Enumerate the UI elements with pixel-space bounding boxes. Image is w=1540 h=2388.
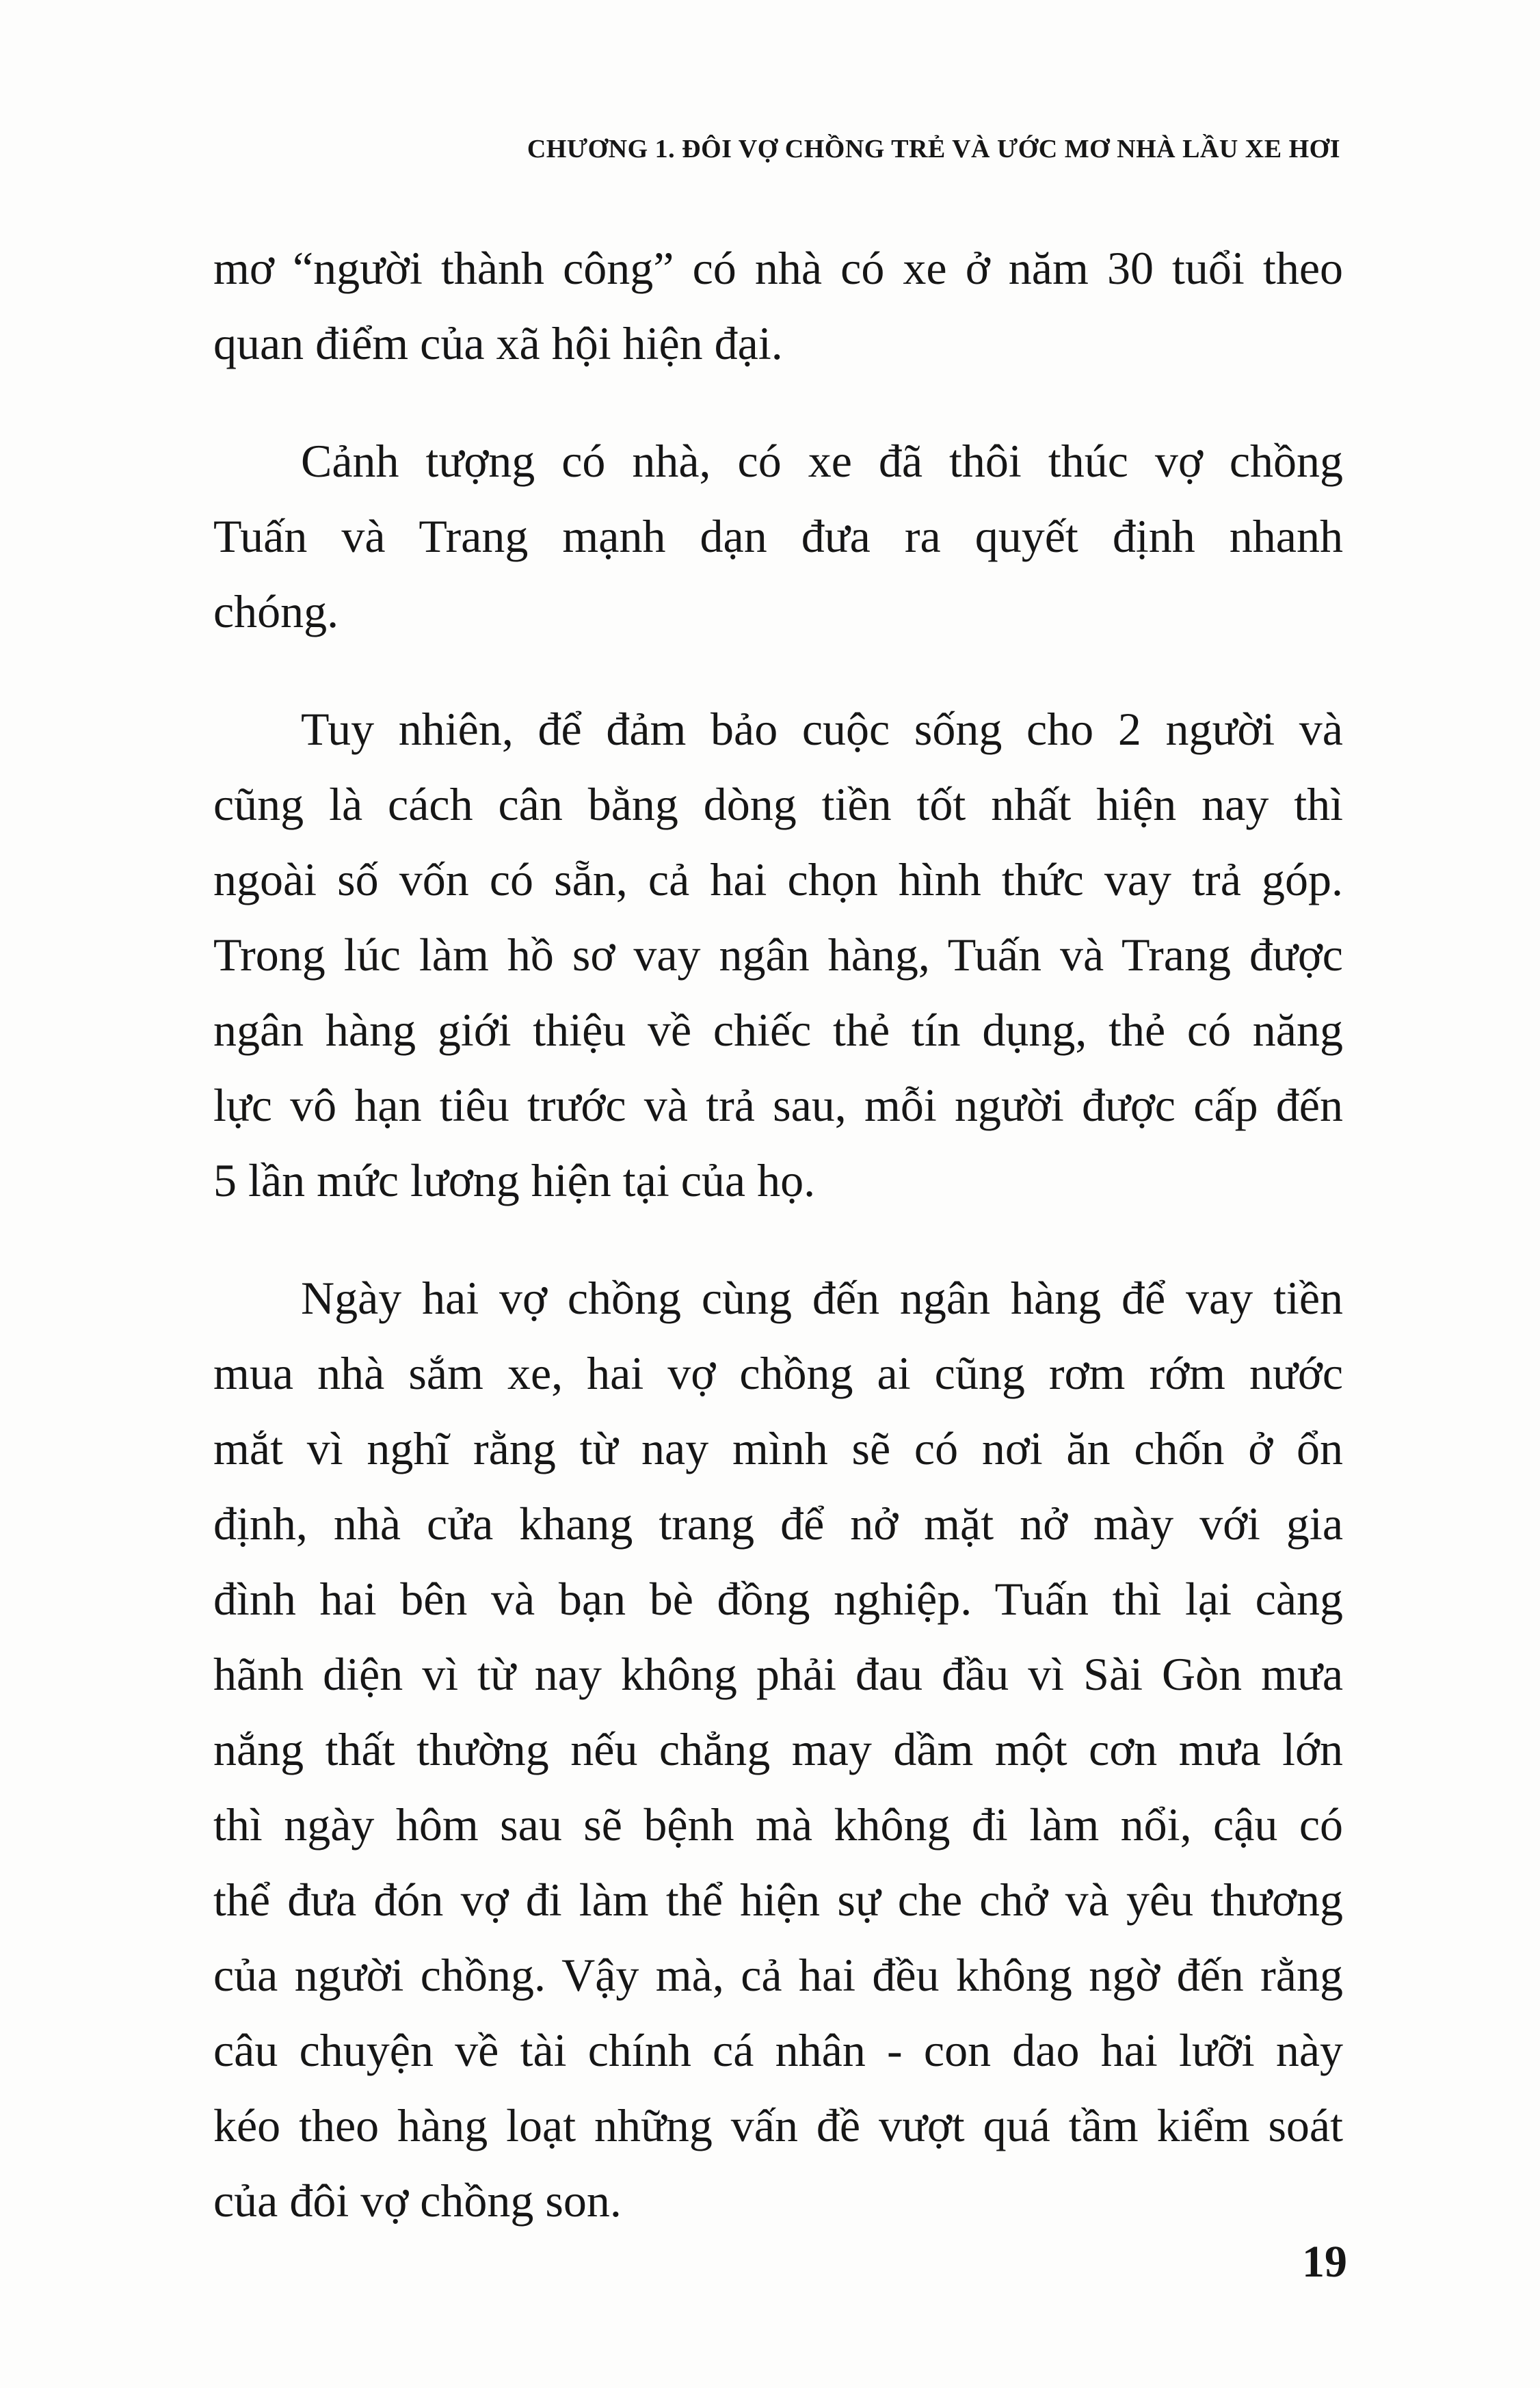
text-line: Tuy nhiên, để đảm bảo cuộc sống cho 2 người và: [301, 703, 1343, 755]
text-line: ngân hàng giới thiệu về chiếc thẻ tín dụng, thẻ có năng: [213, 1004, 1343, 1056]
text-line: của người chồng. Vậy mà, cả hai đều không ngờ đến rằng: [213, 1949, 1343, 2001]
text-line: thì ngày hôm sau sẽ bệnh mà không đi làm nổi, cậu có: [213, 1799, 1343, 1850]
text-line: kéo theo hàng loạt những vấn đề vượt quá tầm kiểm soát: [213, 2099, 1343, 2151]
text-line: Trong lúc làm hồ sơ vay ngân hàng, Tuấn và Trang được: [213, 929, 1343, 981]
text-line: hãnh diện vì từ nay không phải đau đầu vì Sài Gòn mưa: [213, 1648, 1343, 1700]
text-line: mơ “người thành công” có nhà có xe ở năm 30 tuổi theo: [213, 242, 1343, 294]
text-line: cũng là cách cân bằng dòng tiền tốt nhất hiện nay thì: [213, 778, 1343, 830]
text-line: mắt vì nghĩ rằng từ nay mình sẽ có nơi ăn chốn ở ổn: [213, 1422, 1343, 1474]
text-line: nắng thất thường nếu chẳng may dầm một cơn mưa lớn: [213, 1723, 1343, 1775]
text-line: câu chuyện về tài chính cá nhân - con dao hai lưỡi này: [213, 2024, 1343, 2076]
text-line: định, nhà cửa khang trang để nở mặt nở mày với gia: [213, 1498, 1343, 1550]
text-line: thể đưa đón vợ đi làm thể hiện sự che chở và yêu thương: [213, 1874, 1343, 1926]
text-line: Cảnh tượng có nhà, có xe đã thôi thúc vợ chồng: [301, 435, 1343, 487]
text-line: ngoài số vốn có sẵn, cả hai chọn hình thức vay trả góp.: [213, 853, 1343, 905]
text-line: đình hai bên và bạn bè đồng nghiệp. Tuấn thì lại càng: [213, 1573, 1343, 1625]
page-number: 19: [1302, 2237, 1347, 2287]
text-line: mua nhà sắm xe, hai vợ chồng ai cũng rơm rớm nước: [213, 1347, 1343, 1399]
paragraph: [213, 230, 1343, 381]
text-line: lực vô hạn tiêu trước và trả sau, mỗi người được cấp đến: [213, 1079, 1343, 1131]
text-line: 5 lần mức lương hiện tại của họ.: [213, 1154, 816, 1206]
text-line: quan điểm của xã hội hiện đại.: [213, 317, 783, 369]
paragraph: [213, 423, 1343, 649]
text-line: Ngày hai vợ chồng cùng đến ngân hàng để vay tiền: [301, 1272, 1343, 1324]
running-head: CHƯƠNG 1. ĐÔI VỢ CHỒNG TRẺ VÀ ƯỚC MƠ NHÀ LẦU XE HƠI: [527, 135, 1340, 163]
body-text: [213, 230, 1343, 2281]
text-line: chóng.: [213, 585, 339, 637]
paragraph: [213, 691, 1343, 1218]
text-line: của đôi vợ chồng son.: [213, 2175, 622, 2227]
text-line: Tuấn và Trang mạnh dạn đưa ra quyết định nhanh: [213, 510, 1343, 562]
paragraph: [213, 1260, 1343, 2238]
